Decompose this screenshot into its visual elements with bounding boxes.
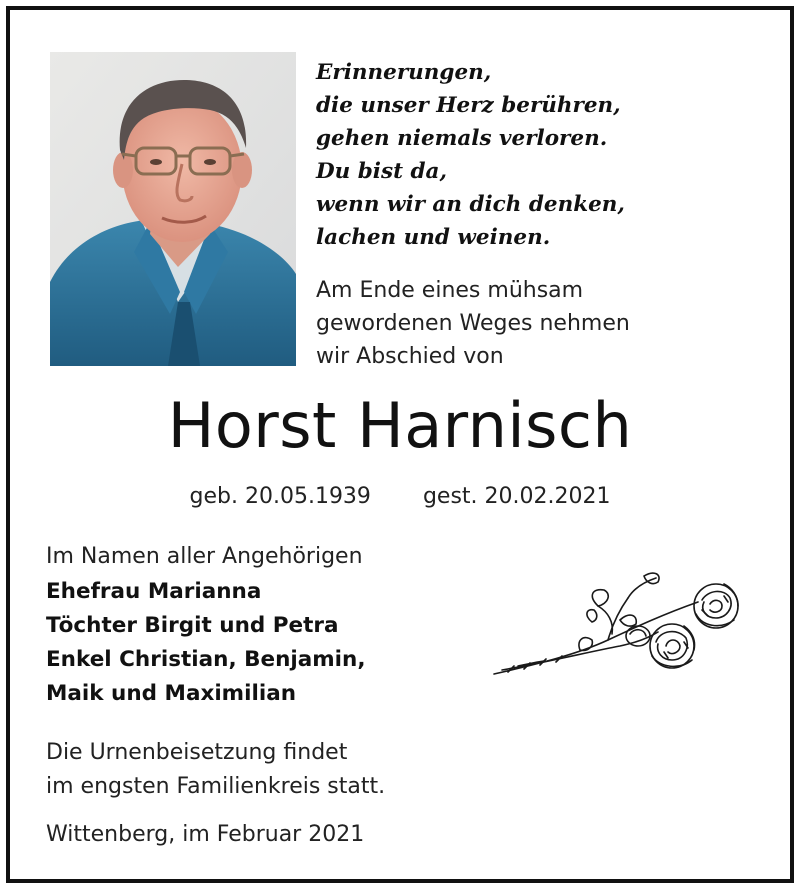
poem: [316, 56, 625, 254]
portrait-image: [50, 52, 296, 366]
roses-drawing: [488, 566, 750, 686]
burial-notice: [46, 736, 385, 804]
death-date: gest. 20.02.2021: [422, 484, 611, 509]
family-members: [46, 575, 366, 711]
birth-date: geb. 20.05.1939: [189, 484, 371, 509]
poem-line: Du bist da,: [316, 159, 447, 184]
family-line: Ehefrau Marianna: [46, 579, 262, 604]
farewell-intro: [316, 274, 630, 373]
obituary-frame: [6, 6, 794, 883]
portrait-photo: [50, 52, 296, 366]
poem-line: Erinnerungen,: [316, 60, 492, 85]
place-date: Wittenberg, im Februar 2021: [46, 822, 365, 847]
family-line: Töchter Birgit und Petra: [46, 613, 339, 638]
intro-line: wir Abschied von: [316, 344, 504, 369]
poem-line: lachen und weinen.: [316, 225, 551, 250]
deceased-name: Horst Harnisch: [167, 389, 633, 462]
poem-line: wenn wir an dich denken,: [316, 192, 625, 217]
poem-line: gehen niemals verloren.: [316, 126, 608, 151]
poem-line: die unser Herz berühren,: [316, 93, 621, 118]
notice-line: im engsten Familienkreis statt.: [46, 774, 386, 799]
family-intro: Im Namen aller Angehörigen: [46, 544, 363, 569]
roses-icon: [488, 566, 750, 686]
notice-line: Die Urnenbeisetzung findet: [46, 740, 348, 765]
family-line: Enkel Christian, Benjamin,: [46, 647, 366, 672]
intro-line: Am Ende eines mühsam: [316, 278, 584, 303]
life-dates: [10, 480, 790, 514]
family-line: Maik und Maximilian: [46, 681, 297, 706]
intro-line: gewordenen Weges nehmen: [316, 311, 630, 336]
